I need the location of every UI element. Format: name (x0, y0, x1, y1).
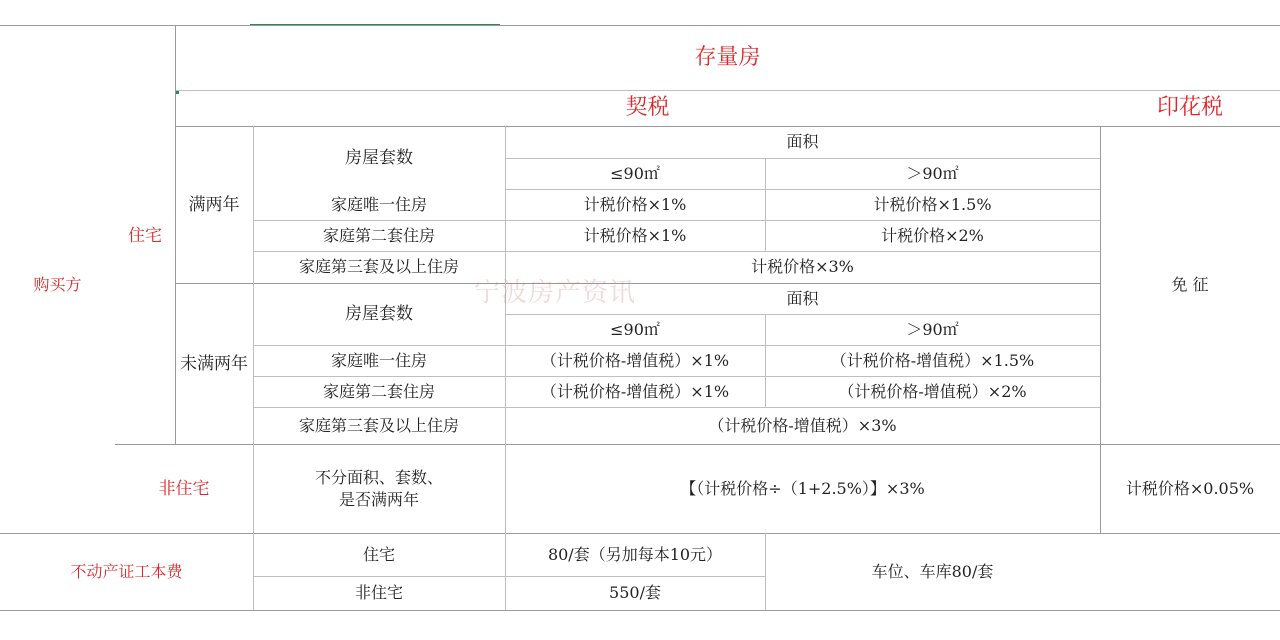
rate-cell: （计税价格-增值税）×1% (540, 350, 730, 370)
third-home-label: 家庭第三套及以上住房 (298, 257, 459, 276)
third-home-label: 家庭第三套及以上住房 (298, 415, 459, 435)
house-count-label: 房屋套数 (345, 304, 413, 324)
fee-residential-value: 80/套（另加每本10元） (547, 544, 723, 564)
first-home-label: 家庭唯一住房 (330, 194, 427, 214)
fee-parking-value: 车位、车库80/套 (871, 561, 994, 581)
stamp-duty-header: 印花税 (1156, 95, 1223, 120)
area-gt-90: ＞90㎡ (906, 163, 959, 183)
rate-cell: （计税价格-增值税）×3% (708, 415, 897, 435)
residential-label: 住宅 (128, 226, 162, 246)
non-res-stamp-rate: 计税价格×0.05% (1125, 478, 1255, 498)
watermark-text: 宁波房产资讯 (474, 278, 637, 308)
grid-line (0, 610, 1280, 611)
area-le-90: ≤90㎡ (610, 163, 660, 183)
second-home-label: 家庭第二套住房 (322, 381, 435, 401)
area-le-90: ≤90㎡ (610, 319, 660, 339)
rate-cell: （计税价格-增值税）×1.5% (830, 350, 1035, 370)
rate-cell: （计税价格-增值税）×2% (838, 381, 1027, 401)
rate-cell: （计税价格-增值税）×1% (540, 381, 730, 401)
non-res-deed-rate: 【（计税价格÷（1+2.5%）】×3% (680, 478, 925, 498)
rate-cell: 计税价格×1% (583, 225, 687, 245)
stamp-duty-exempt: 免 征 (1171, 275, 1209, 294)
non-residential-label: 非住宅 (158, 478, 210, 499)
fee-non-residential-label: 非住宅 (354, 583, 403, 602)
over-two-years-label: 满两年 (188, 194, 240, 215)
fee-residential-label: 住宅 (362, 544, 395, 564)
buyer-label: 购买方 (33, 275, 82, 294)
area-label: 面积 (786, 132, 819, 151)
rate-cell: 计税价格×3% (751, 257, 854, 276)
rate-cell: 计税价格×2% (881, 225, 984, 245)
house-count-label: 房屋套数 (345, 147, 413, 168)
under-two-years-label: 未满两年 (180, 353, 248, 374)
second-home-label: 家庭第二套住房 (322, 225, 435, 245)
first-home-label: 家庭唯一住房 (330, 350, 427, 370)
non-res-condition: 不分面积、套数、 是否满两年 (314, 467, 443, 509)
stock-house-header: 存量房 (694, 44, 761, 70)
fee-non-residential-value: 550/套 (609, 583, 661, 602)
rate-cell: 计税价格×1.5% (873, 194, 992, 214)
area-gt-90: ＞90㎡ (906, 319, 959, 339)
rate-cell: 计税价格×1% (583, 194, 687, 214)
area-label: 面积 (786, 288, 819, 308)
deed-tax-header: 契税 (625, 95, 670, 120)
cert-fee-label: 不动产证工本费 (70, 561, 183, 581)
